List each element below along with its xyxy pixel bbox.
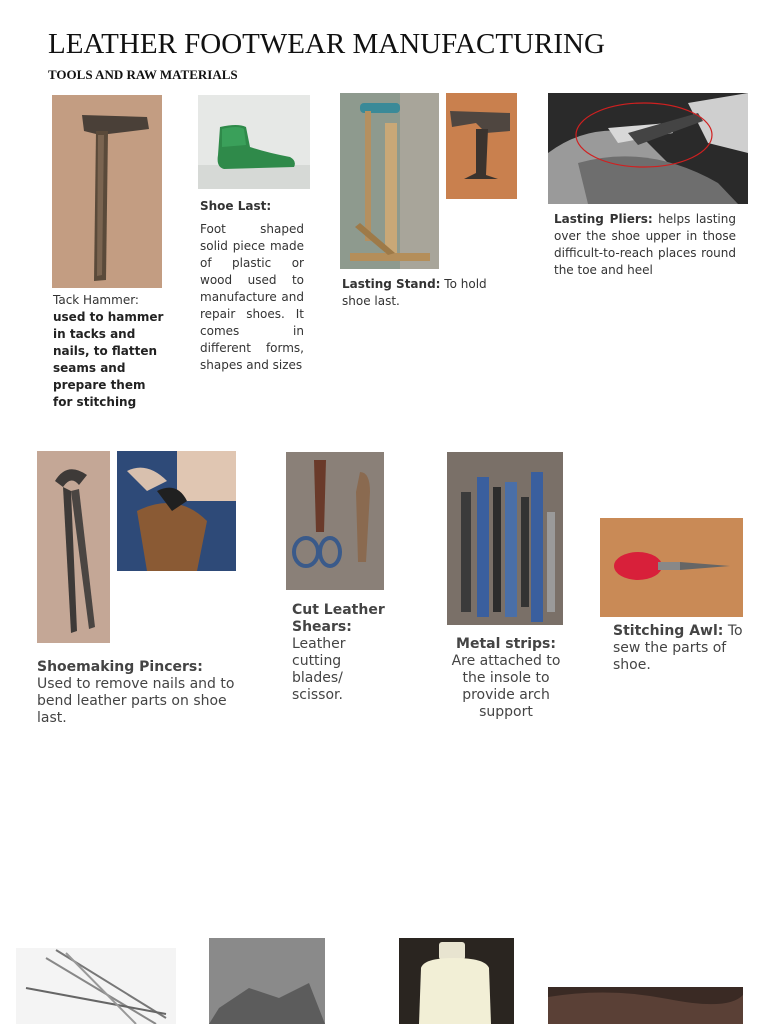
shoe-last-image — [198, 95, 310, 189]
tacks-image — [209, 938, 325, 1024]
lasting-pliers-name: Lasting Pliers: — [554, 212, 653, 226]
shears-name: Cut Leather Shears: — [292, 602, 385, 635]
pincers-caption — [37, 659, 242, 727]
tack-hammer-name: Tack Hammer: — [53, 293, 139, 307]
page-subtitle: TOOLS AND RAW MATERIALS — [48, 67, 238, 82]
stitching-awl-image — [600, 518, 743, 617]
needles-image — [16, 948, 176, 1024]
metal-strips-name: Metal strips: — [456, 636, 556, 652]
lasting-stand-image — [340, 93, 439, 269]
lasting-stand-desc: To hold shoe last. — [342, 277, 487, 308]
leather-image — [548, 987, 743, 1024]
stitching-awl-desc: To sew the parts of shoe. — [613, 623, 743, 673]
shoe-last-desc: Foot shaped solid piece made of plastic or wood used to manufacture and repair shoes. It comes in different forms, shapes and sizes — [200, 222, 304, 372]
pincers-image — [37, 451, 110, 643]
shoe-last-name: Shoe Last: — [200, 199, 272, 213]
metal-strips-desc: Are attached to the insole to provide arch support — [451, 653, 561, 720]
lasting-pliers-desc: helps lasting over the shoe upper in those difficult-to-reach places round the toe and heel — [554, 212, 736, 277]
tack-hammer-desc: used to hammer in tacks and nails, to flatten seams and prepare them for stitching — [53, 310, 164, 409]
last-hammer-image — [446, 93, 517, 199]
pincers-name: Shoemaking Pincers: — [37, 659, 203, 675]
lasting-stand-name: Lasting Stand: — [342, 277, 441, 291]
stitching-awl-caption — [613, 623, 743, 674]
lasting-pliers-caption — [554, 211, 736, 279]
shoe-last-caption — [200, 198, 304, 374]
page-title: LEATHER FOOTWEAR MANUFACTURING — [48, 28, 605, 60]
metal-strips-caption — [443, 636, 569, 721]
shears-desc: Leather cutting blades/ scissor. — [292, 636, 346, 703]
lasting-pliers-image — [548, 93, 748, 204]
shears-image — [286, 452, 384, 590]
lasting-stand-caption — [342, 276, 517, 310]
pincers-in-use-image — [117, 451, 236, 571]
pincers-desc: Used to remove nails and to bend leather parts on shoe last. — [37, 676, 235, 726]
tack-hammer-caption — [53, 292, 166, 411]
shears-caption — [292, 602, 392, 704]
tack-hammer-image — [52, 95, 162, 288]
glue-bottle-image — [399, 938, 514, 1024]
stitching-awl-name: Stitching Awl: — [613, 623, 724, 639]
metal-strips-image — [447, 452, 563, 625]
